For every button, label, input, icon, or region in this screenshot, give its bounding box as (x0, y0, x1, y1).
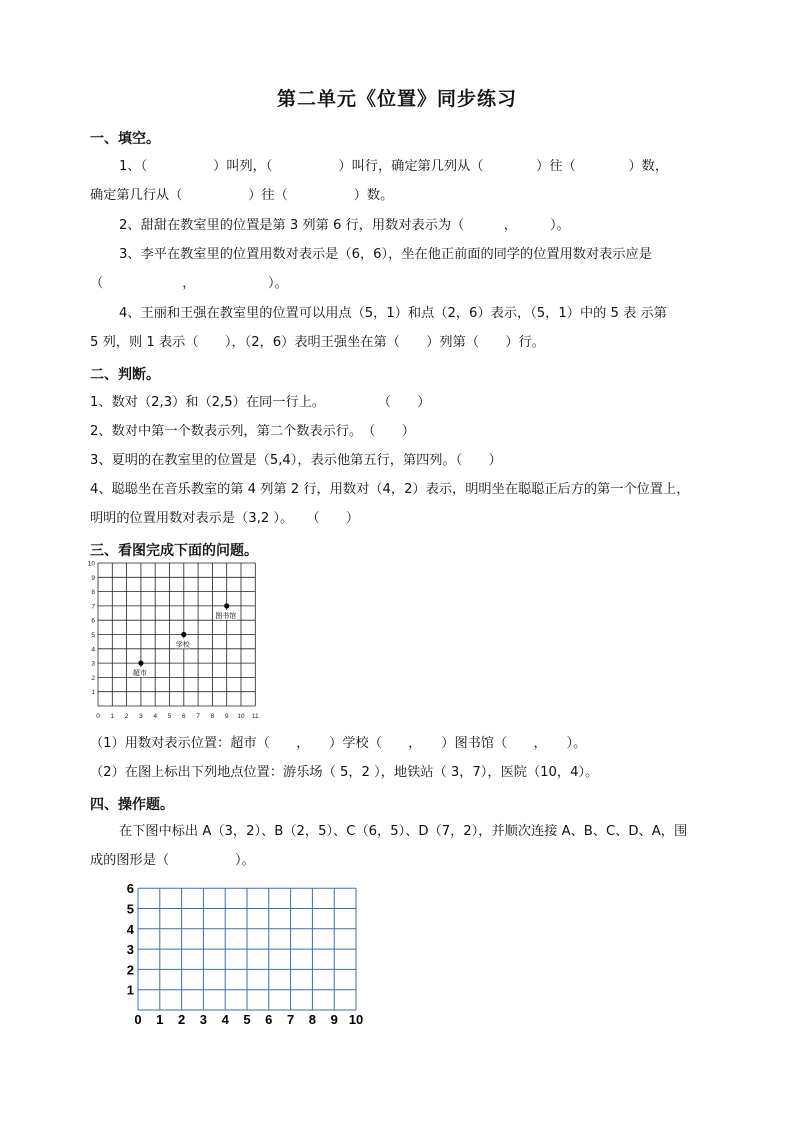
grid1-x-tick: 5 (167, 713, 172, 720)
grid1-y-tick: 1 (91, 689, 95, 697)
grid2-x-tick: 3 (199, 1012, 208, 1027)
grid1-y-tick: 3 (91, 660, 95, 668)
question-1-line1: 1、（ ）叫列，（ ）叫行，确定第几列从（ ）往（ ）数， (119, 159, 669, 174)
judge-item-4-line2: 明明的位置用数对表示是（3,2 ）。 （ ） (90, 511, 360, 526)
section4-instruction-line1: 在下图中标出 A（3，2）、B（2，5）、C（6，5）、D（7，2），并顺次连接 A、B、C、D、A，围 (119, 824, 688, 839)
grid2-x-tick: 9 (330, 1012, 338, 1027)
judge-item-2: 2、数对中第一个数表示列，第二个数表示行。 （ ） (90, 424, 415, 439)
section4-heading: 四、操作题。 (90, 797, 174, 813)
section3-question-1: （1）用数对表示位置：超市（ ， ）学校（ ， ）图书馆（ ， ）。 (90, 736, 587, 751)
grid2-x-tick: 5 (243, 1012, 251, 1027)
grid1-x-tick: 7 (196, 713, 200, 720)
grid1-y-tick: 8 (91, 589, 95, 597)
question-3-line2: （ ， ）。 (90, 276, 288, 291)
grid1-x-tick: 11 (251, 713, 259, 720)
grid2-y-tick: 2 (126, 962, 134, 978)
grid2-x-tick: 1 (156, 1012, 164, 1027)
question-2: 2、甜甜在教室里的位置是第 3 列第 6 行，用数对表示为（ ， ）。 (119, 218, 570, 233)
grid1-point-label: 图书馆 (215, 612, 237, 620)
grid2-y-tick: 3 (126, 942, 134, 958)
grid2-x-tick: 0 (134, 1012, 142, 1027)
judge-item-1: 1、数对（2,3）和（2,5）在同一行上。 （ ） (90, 395, 431, 410)
question-4-line2: 5 列，则 1 表示（ ），（2，6）表明王强坐在第（ ）列第（ ）行。 (90, 335, 545, 350)
grid1-point-label: 学校 (175, 641, 190, 649)
grid1-x-tick: 3 (139, 713, 143, 720)
grid1-y-tick: 6 (91, 617, 95, 625)
grid1-point (224, 603, 229, 608)
grid1-y-tick: 10 (88, 560, 95, 568)
judge-item-4-line1: 4、聪聪坐在音乐教室的第 4 列第 2 行，用数对（4，2）表示，明明坐在聪聪正后方的第一个位置上， (90, 482, 690, 497)
grid1-y-tick: 9 (91, 574, 95, 582)
grid1-x-tick: 6 (181, 713, 186, 720)
judge-item-3: 3、夏明的在教室里的位置是（5,4），表示他第五行，第四列。（ ） (90, 453, 502, 468)
grid1-x-tick: 1 (110, 713, 115, 720)
grid1-y-tick: 2 (91, 674, 95, 682)
grid1-x-tick: 8 (210, 713, 215, 720)
question-4-line1: 4、王丽和王强在教室里的位置可以用点（5，1）和点（2，6）表示，（5，1）中的 5 表 示第 (119, 306, 667, 321)
question-3-line1: 3、李平在教室里的位置用数对表示是（6，6），坐在他正前面的同学的位置用数对表示应是 (119, 247, 652, 262)
question-1-line2: 确定第几行从（ ）往（ ）数。 (90, 188, 394, 203)
grid2-x-tick: 6 (265, 1012, 273, 1027)
grid1-x-tick: 4 (153, 713, 158, 720)
grid1-point-label: 超市 (132, 670, 147, 678)
grid1-y-tick: 7 (91, 603, 95, 611)
grid2-x-tick: 7 (286, 1012, 295, 1027)
page-title: 第二单元《位置》同步练习 (276, 88, 517, 110)
section3-question-2: （2）在图上标出下列地点位置：游乐场（ 5，2 ），地铁站（ 3，7），医院（10，4）。 (90, 765, 599, 780)
grid2-x-tick: 2 (177, 1012, 186, 1027)
section1-heading: 一、填空。 (90, 131, 160, 147)
section4-instruction-line2: 成的图形是（ ）。 (90, 853, 255, 868)
section3-heading: 三、看图完成下面的问题。 (90, 543, 258, 559)
grid2-x-tick: 4 (221, 1012, 229, 1027)
grid1-y-tick: 4 (91, 646, 95, 654)
grid2-y-tick: 4 (126, 921, 134, 937)
grid1-x-tick: 9 (224, 713, 229, 720)
grid2-y-tick: 1 (126, 982, 134, 998)
grid1-point (181, 632, 186, 637)
coordinate-grid-2 (118, 878, 368, 1028)
grid2-x-tick: 8 (308, 1012, 317, 1027)
grid1-y-tick: 5 (91, 632, 95, 639)
grid1-point (138, 661, 143, 666)
grid2-y-tick: 5 (126, 901, 134, 917)
section2-heading: 二、判断。 (90, 367, 160, 383)
grid1-x-tick: 2 (124, 713, 129, 720)
grid2-y-tick: 6 (126, 881, 134, 897)
coordinate-grid-1 (88, 558, 278, 726)
grid2-x-tick: 10 (348, 1012, 364, 1027)
grid1-x-tick: 0 (96, 713, 100, 720)
grid1-x-tick: 10 (237, 713, 245, 720)
